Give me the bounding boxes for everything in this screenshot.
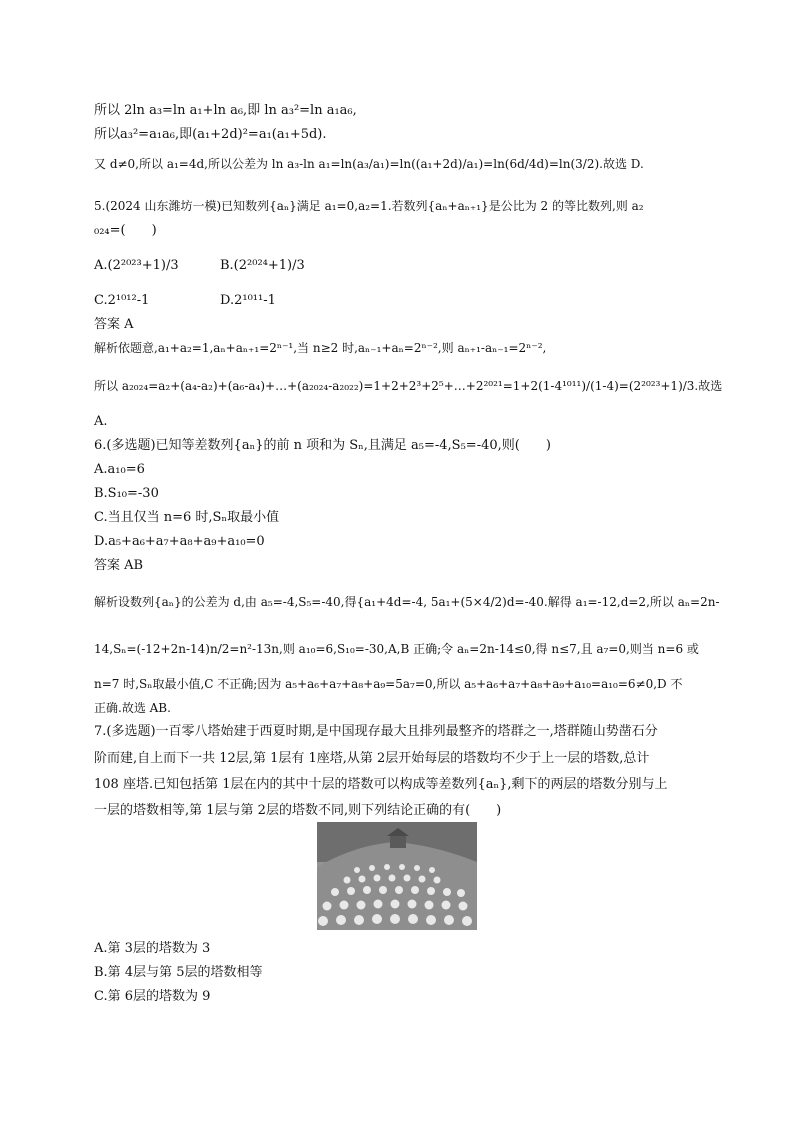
option-a: A.a₁₀=6 [94,462,145,477]
question-5-stem: 5.(2024 山东潍坊一模)已知数列{aₙ}满足 a₁=0,a₂=1.若数列{aₙ+aₙ₊₁}是公比为 2 的等比数列,则 a₂ [94,199,644,213]
option-d: D.2¹⁰¹¹-1 [220,293,276,308]
solution-line: n=7 时,Sₙ取最小值,C 不正确;因为 a₅+a₆+a₇+a₈+a₉=5a₇=0,所以 a₅+a₆+a₇+a₈+a₉+a₁₀=a₁₀=6≠0,D 不 [94,677,683,691]
solution-line: 所以 a₂₀₂₄=a₂+(a₄-a₂)+(a₆-a₄)+…+(a₂₀₂₄-a₂₀₂₂)=1+2+2³+2⁵+…+2²⁰²¹=1+2(1-4¹⁰¹¹)/(1-4)=(2²⁰²³+1)/3.故选 [94,379,723,393]
option-b: B.S₁₀=-30 [94,486,159,501]
option-d: D.a₅+a₆+a₇+a₈+a₉+a₁₀=0 [94,534,265,549]
solution-line: 解析设数列{aₙ}的公差为 d,由 a₅=-4,S₅=-40,得{a₁+4d=-4, 5a₁+(5×4/2)d=-40.解得 a₁=-12,d=2,所以 aₙ=2n- [94,595,720,609]
answer: 答案 A [94,317,134,332]
option-c: C.当且仅当 n=6 时,Sₙ取最小值 [94,510,280,525]
question-7-stem: 阶而建,自上而下一共 12层,第 1层有 1座塔,从第 2层开始每层的塔数均不少于上一层的塔数,总计 [94,751,650,766]
solution-line: 解析依题意,a₁+a₂=1,aₙ+aₙ₊₁=2ⁿ⁻¹,当 n≥2 时,aₙ₋₁+aₙ=2ⁿ⁻²,则 aₙ₊₁-aₙ₋₁=2ⁿ⁻², [94,341,547,355]
option-c: C.第 6层的塔数为 9 [94,989,211,1004]
pagoda-photo [317,822,477,930]
question-7-stem: 一层的塔数相等,第 1层与第 2层的塔数不同,则下列结论正确的有( ) [94,803,502,818]
option-b: B.第 4层与第 5层的塔数相等 [94,965,263,980]
option-c: C.2¹⁰¹²-1 [94,293,150,308]
option-a: A.第 3层的塔数为 3 [94,941,211,956]
question-7-stem: 108 座塔.已知包括第 1层在内的其中十层的塔数可以构成等差数列{aₙ},剩下的两层的塔数分别与上 [94,777,668,792]
option-a: A.(2²⁰²³+1)/3 [94,258,179,273]
solution-line: 所以 2ln a₃=ln a₁+ln a₆,即 ln a₃²=ln a₁a₆, [94,103,357,118]
solution-line: 14,Sₙ=(-12+2n-14)n/2=n²-13n,则 a₁₀=6,S₁₀=-30,A,B 正确;令 aₙ=2n-14≤0,得 n≤7,且 a₇=0,则当 n=6 或 [94,642,699,656]
solution-line: A. [94,414,108,429]
question-7-stem: 7.(多选题)一百零八塔始建于西夏时期,是中国现存最大且排列最整齐的塔群之一,塔群随山势凿石分 [94,724,658,739]
answer: 答案 AB [94,558,144,573]
solution-line: 又 d≠0,所以 a₁=4d,所以公差为 ln a₃-ln a₁=ln(a₃/a₁)=ln((a₁+2d)/a₁)=ln(6d/4d)=ln(3/2).故选 D. [94,157,644,171]
question-6-stem: 6.(多选题)已知等差数列{aₙ}的前 n 项和为 Sₙ,且满足 a₅=-4,S₅=-40,则( ) [94,438,551,453]
question-5-stem: ₀₂₄=( ) [94,223,157,238]
solution-line: 正确.故选 AB. [94,701,171,715]
solution-line: 所以a₃²=a₁a₆,即(a₁+2d)²=a₁(a₁+5d). [94,127,327,142]
option-b: B.(2²⁰²⁴+1)/3 [220,258,305,273]
